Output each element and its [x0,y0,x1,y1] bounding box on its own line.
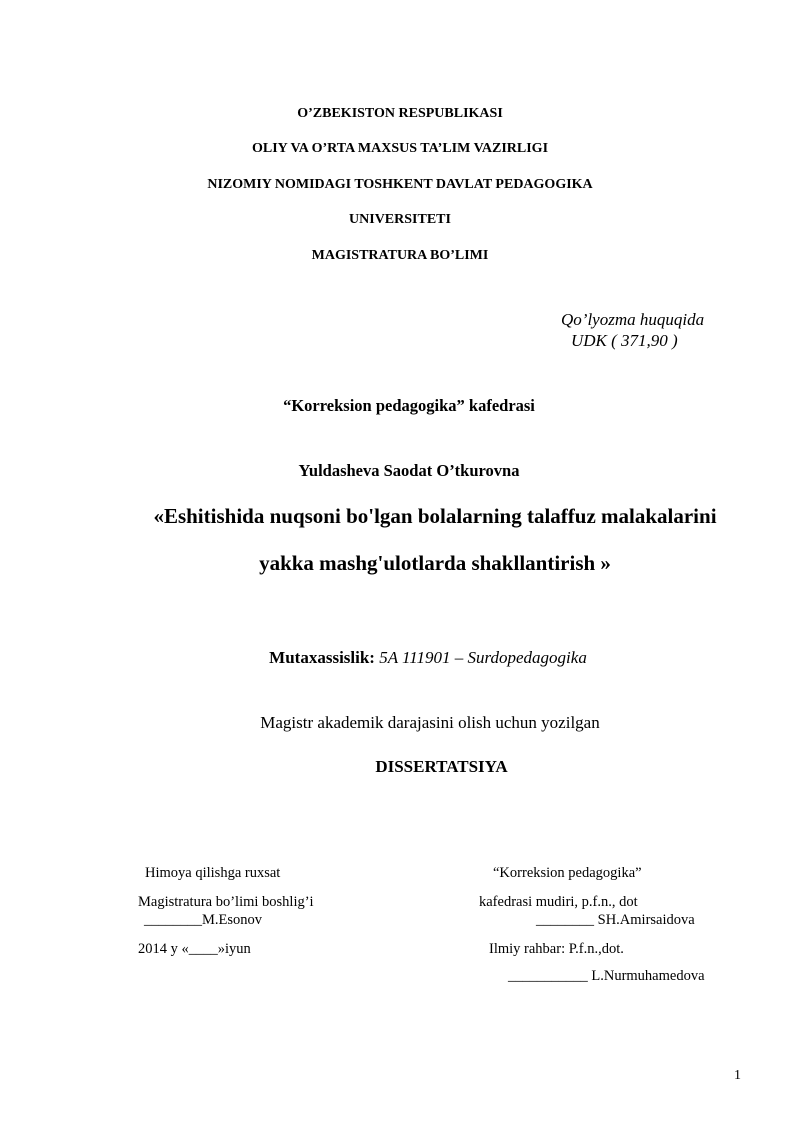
university-heading-2: UNIVERSITETI [349,212,451,227]
page-number: 1 [734,1068,741,1083]
university-heading-1: NIZOMIY NOMIDAGI TOSHKENT DAVLAT PEDAGOGIKA [207,177,593,192]
head-signature-line: ________M.Esonov [144,912,263,928]
signing-date: 2014 y «____»iyun [138,941,251,957]
chair-head-signature-line: ________ SH.Amirsaidova [536,912,695,928]
defense-permission: Himoya qilishga ruxsat [145,865,281,881]
head-position: Magistratura bo’limi boshlig’i [138,894,314,910]
specialty-value: 5A 111901 – Surdopedagogika [374,648,587,667]
department-heading: MAGISTRATURA BO’LIMI [311,248,489,263]
specialty [0,648,800,668]
thesis-title-line-2: yakka mashg'ulotlarda shakllantirish » [259,551,611,575]
degree-purpose: Magistr akademik darajasini olish uchun yozilgan [260,713,600,732]
document-type: DISSERTATSIYA [375,757,508,776]
udk-code: UDK ( 371,90 ) [571,331,678,350]
chair-title: “Korreksion pedagogika” [493,865,642,881]
author-name: Yuldasheva Saodat O’tkurovna [298,461,520,480]
specialty-label: Mutaxassislik: [269,648,375,667]
chair-name: “Korreksion pedagogika” kafedrasi [283,396,535,415]
manuscript-rights: Qo’lyozma huquqida [561,310,705,329]
thesis-title-line-1: «Eshitishida nuqsoni bo'lgan bolalarning talaffuz malakalarini [153,504,717,528]
scientific-advisor: Ilmiy rahbar: P.f.n.,dot. [489,941,624,957]
country-heading: O’ZBEKISTON RESPUBLIKASI [297,106,503,121]
chair-head-position: kafedrasi mudiri, p.f.n., dot [479,894,638,910]
advisor-signature-line: ___________ L.Nurmuhamedova [508,968,705,984]
ministry-heading: OLIY VA O’RTA MAXSUS TA’LIM VAZIRLIGI [251,141,549,156]
